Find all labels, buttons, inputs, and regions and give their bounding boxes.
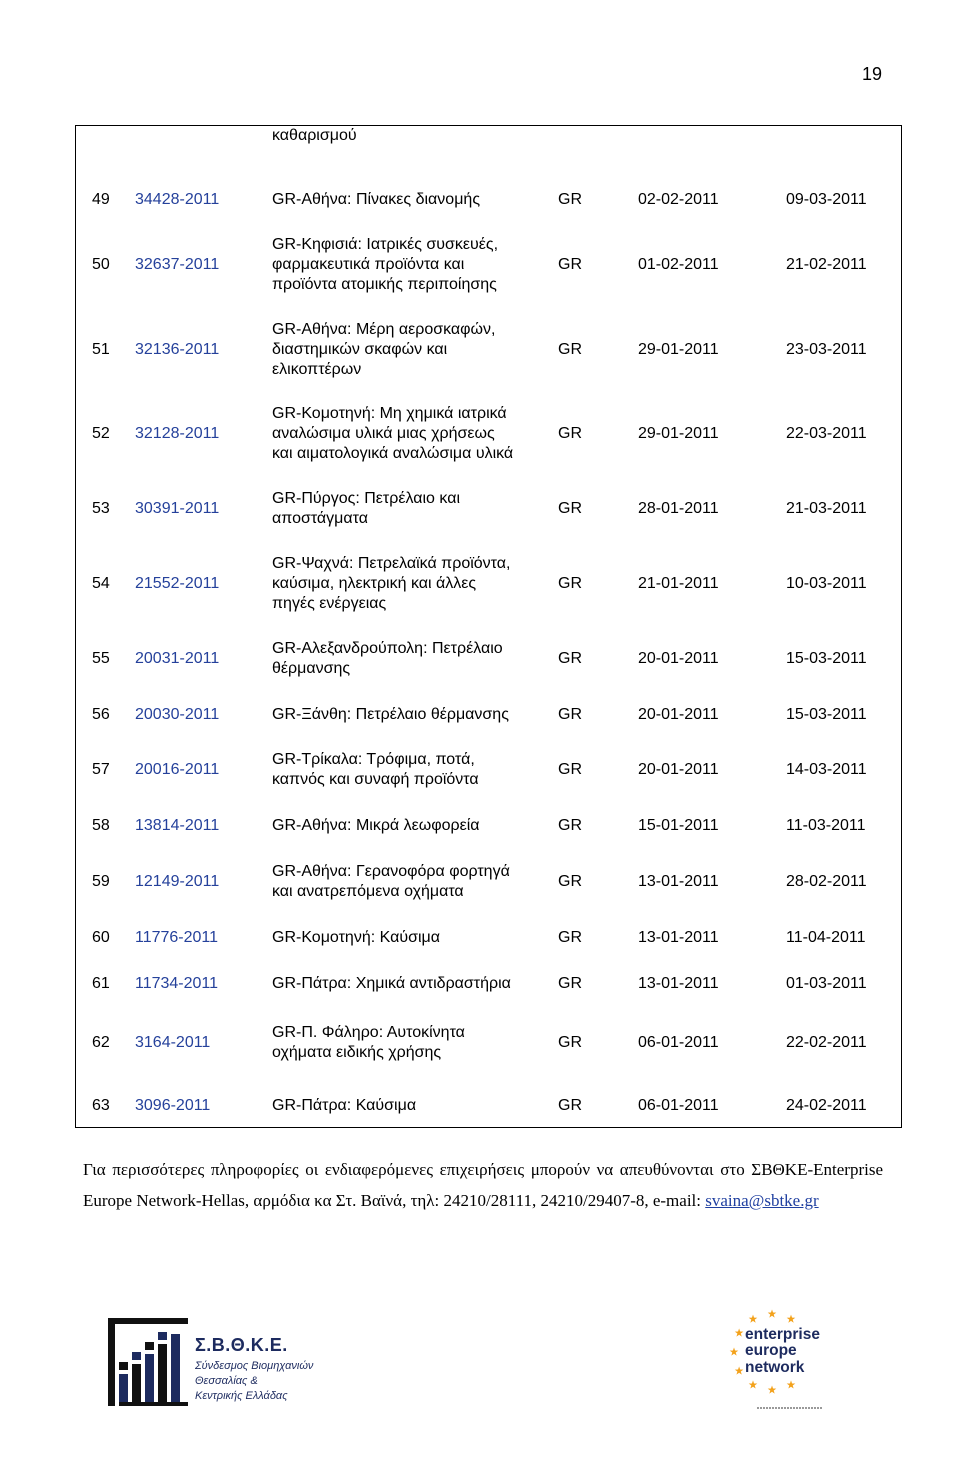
description-line: καθαρισμού xyxy=(272,127,357,144)
reference-number[interactable]: 21552-2011 xyxy=(135,575,220,592)
contact-info xyxy=(83,1154,883,1216)
description xyxy=(272,404,558,464)
publication-date: 13-01-2011 xyxy=(638,975,719,992)
description-line: GR-Πάτρα: Χημικά αντιδραστήρια xyxy=(272,975,511,992)
deadline-date: 01-03-2011 xyxy=(786,975,867,992)
row-number: 52 xyxy=(92,425,110,442)
deadline-date: 24-02-2011 xyxy=(786,1097,867,1114)
description xyxy=(272,750,558,790)
description xyxy=(272,639,558,679)
publication-date: 20-01-2011 xyxy=(638,650,719,667)
description xyxy=(272,816,558,836)
deadline-date: 11-04-2011 xyxy=(786,929,866,946)
deadline-date: 09-03-2011 xyxy=(786,191,867,208)
country-code: GR xyxy=(558,425,582,442)
publication-date: 15-01-2011 xyxy=(638,817,719,834)
country-code: GR xyxy=(558,1097,582,1114)
table-row xyxy=(76,320,901,380)
row-number: 55 xyxy=(92,650,110,667)
reference-number[interactable]: 32136-2011 xyxy=(135,341,220,358)
publication-date: 20-01-2011 xyxy=(638,706,719,723)
table-row xyxy=(76,235,901,295)
description-line: GR-Ξάνθη: Πετρέλαιο θέρμανσης xyxy=(272,706,509,723)
deadline-date: 22-03-2011 xyxy=(786,425,867,442)
sbtke-subtitle-line: Θεσσαλίας & xyxy=(195,1375,258,1387)
description-line: GR-Αλεξανδρούπολη: Πετρέλαιο xyxy=(272,640,503,657)
sbtke-subtitle xyxy=(195,1359,313,1404)
description-line: αποστάγματα xyxy=(272,510,368,527)
reference-number[interactable]: 20030-2011 xyxy=(135,706,220,723)
publication-date: 29-01-2011 xyxy=(638,425,719,442)
table-row xyxy=(76,1096,901,1116)
publication-date: 29-01-2011 xyxy=(638,341,719,358)
description-line: GR-Αθήνα: Μέρη αεροσκαφών, xyxy=(272,321,496,338)
table-row xyxy=(76,750,901,790)
description-line: GR-Αθήνα: Πίνακες διανομής xyxy=(272,191,481,208)
publication-date: 06-01-2011 xyxy=(638,1097,719,1114)
email-link[interactable]: svaina@sbtke.gr xyxy=(705,1191,819,1210)
reference-number[interactable]: 3096-2011 xyxy=(135,1097,211,1114)
page-number: 19 xyxy=(861,64,882,84)
description xyxy=(272,1023,558,1063)
sbtke-emblem-icon xyxy=(108,1318,188,1406)
description-line: ελικοπτέρων xyxy=(272,361,362,378)
row-number: 56 xyxy=(92,706,110,723)
contact-details: Europe Network-Hellas, αρμόδια κα Στ. Βαϊνά, τηλ: 24210/28111, 24210/29407-8, e-mail: xyxy=(83,1191,706,1210)
deadline-date: 11-03-2011 xyxy=(786,817,866,834)
reference-number[interactable]: 3164-2011 xyxy=(135,1034,211,1051)
table-row xyxy=(76,639,901,679)
description-line: φαρμακευτικά προϊόντα και xyxy=(272,256,465,273)
table-row xyxy=(76,862,901,902)
reference-number[interactable]: 32128-2011 xyxy=(135,425,220,442)
row-number: 51 xyxy=(92,341,110,358)
publication-date: 21-01-2011 xyxy=(638,575,719,592)
deadline-date: 22-02-2011 xyxy=(786,1034,867,1051)
table-row xyxy=(76,554,901,614)
reference-number[interactable]: 13814-2011 xyxy=(135,817,220,834)
description xyxy=(272,489,558,529)
row-number: 60 xyxy=(92,929,110,946)
country-code: GR xyxy=(558,256,582,273)
publication-date: 28-01-2011 xyxy=(638,500,719,517)
row-number: 57 xyxy=(92,761,110,778)
reference-number[interactable]: 30391-2011 xyxy=(135,500,220,517)
description-line: θέρμανσης xyxy=(272,660,351,677)
deadline-date: 23-03-2011 xyxy=(786,341,867,358)
description xyxy=(272,190,558,210)
description-line: GR-Πύργος: Πετρέλαιο και xyxy=(272,490,460,507)
deadline-date: 14-03-2011 xyxy=(786,761,867,778)
country-code: GR xyxy=(558,1034,582,1051)
reference-number[interactable]: 11734-2011 xyxy=(135,975,219,992)
row-number: 59 xyxy=(92,873,110,890)
enterprise-europe-network-logo xyxy=(722,1306,834,1412)
description-line: καύσιμα, ηλεκτρική και άλλες xyxy=(272,575,477,592)
description-line: GR-Αθήνα: Μικρά λεωφορεία xyxy=(272,817,480,834)
table-row xyxy=(76,489,901,529)
description-line: και ανατρεπόμενα οχήματα xyxy=(272,883,464,900)
description-line: GR-Π. Φάληρο: Αυτοκίνητα xyxy=(272,1024,465,1041)
description-line: GR-Κομοτηνή: Μη χημικά ιατρικά xyxy=(272,405,507,422)
description-line: GR-Τρίκαλα: Τρόφιμα, ποτά, xyxy=(272,751,475,768)
publication-date: 01-02-2011 xyxy=(638,256,719,273)
sbtke-subtitle-line: Κεντρικής Ελλάδας xyxy=(195,1390,288,1402)
table-row xyxy=(76,1023,901,1063)
sbtke-logo xyxy=(108,1318,323,1410)
publication-date: 02-02-2011 xyxy=(638,191,719,208)
country-code: GR xyxy=(558,341,582,358)
table-row xyxy=(76,974,901,994)
reference-number[interactable]: 34428-2011 xyxy=(135,191,220,208)
description-line: GR-Κομοτηνή: Καύσιμα xyxy=(272,929,440,946)
reference-number[interactable]: 20031-2011 xyxy=(135,650,220,667)
description xyxy=(272,862,558,902)
description-line: GR-Πάτρα: Καύσιμα xyxy=(272,1097,417,1114)
description-line: πηγές ενέργειας xyxy=(272,595,387,612)
table-row xyxy=(76,705,901,725)
country-code: GR xyxy=(558,817,582,834)
country-code: GR xyxy=(558,975,582,992)
deadline-date: 15-03-2011 xyxy=(786,650,867,667)
tenders-table xyxy=(75,125,902,1128)
country-code: GR xyxy=(558,761,582,778)
table-row xyxy=(76,190,901,210)
country-code: GR xyxy=(558,873,582,890)
deadline-date: 21-03-2011 xyxy=(786,500,867,517)
deadline-date: 15-03-2011 xyxy=(786,706,867,723)
table-row xyxy=(76,928,901,948)
description-line: αναλώσιμα υλικά μιας χρήσεως xyxy=(272,425,495,442)
sbtke-subtitle-line: Σύνδεσμος Βιομηχανιών xyxy=(195,1360,314,1372)
table-row xyxy=(76,404,901,464)
row-number: 53 xyxy=(92,500,110,517)
een-word-europe: europe xyxy=(745,1342,797,1359)
country-code: GR xyxy=(558,706,582,723)
deadline-date: 21-02-2011 xyxy=(786,256,867,273)
row-number: 63 xyxy=(92,1097,110,1114)
description-line: GR-Κηφισιά: Ιατρικές συσκευές, xyxy=(272,236,499,253)
publication-date: 13-01-2011 xyxy=(638,873,719,890)
description xyxy=(272,320,558,380)
country-code: GR xyxy=(558,191,582,208)
row-number: 54 xyxy=(92,575,110,592)
description-line: καπνός και συναφή προϊόντα xyxy=(272,771,479,788)
sbtke-title: Σ.Β.Θ.Κ.Ε. xyxy=(195,1335,288,1355)
description-line: και αιματολογικά αναλώσιμα υλικά xyxy=(272,445,514,462)
row-number: 58 xyxy=(92,817,110,834)
table-row xyxy=(76,816,901,836)
row-number: 49 xyxy=(92,191,110,208)
country-code: GR xyxy=(558,650,582,667)
description-line: GR-Ψαχνά: Πετρελαϊκά προϊόντα, xyxy=(272,555,511,572)
description xyxy=(272,974,558,994)
description-line: οχήματα ειδικής χρήσης xyxy=(272,1044,442,1061)
description-line: προϊόντα ατομικής περιποίησης xyxy=(272,276,497,293)
description xyxy=(272,705,558,725)
een-word-enterprise: enterprise xyxy=(745,1326,820,1343)
reference-number[interactable]: 12149-2011 xyxy=(135,873,220,890)
country-code: GR xyxy=(558,929,582,946)
row-number: 61 xyxy=(92,975,110,992)
country-code: GR xyxy=(558,500,582,517)
description xyxy=(272,235,558,295)
contact-line-1: Για περισσότερες πληροφορίες οι ενδιαφερόμενες επιχειρήσεις μπορούν να απευθύνονται στο ΣΒΘΚΕ-Enterprise xyxy=(83,1160,883,1179)
country-code: GR xyxy=(558,575,582,592)
reference-number[interactable]: 32637-2011 xyxy=(135,256,220,273)
deadline-date: 28-02-2011 xyxy=(786,873,867,890)
description xyxy=(272,1096,558,1116)
reference-number[interactable]: 20016-2011 xyxy=(135,761,220,778)
contact-line-2 xyxy=(83,1185,883,1216)
row-number: 62 xyxy=(92,1034,110,1051)
publication-date: 06-01-2011 xyxy=(638,1034,719,1051)
description xyxy=(272,126,558,146)
reference-number[interactable]: 11776-2011 xyxy=(135,929,219,946)
description-line: διαστημικών σκαφών και xyxy=(272,341,448,358)
description xyxy=(272,928,558,948)
table-row-continued xyxy=(76,126,901,146)
description-line: GR-Αθήνα: Γερανοφόρα φορτηγά xyxy=(272,863,510,880)
description xyxy=(272,554,558,614)
een-word-network: network xyxy=(745,1359,805,1376)
publication-date: 20-01-2011 xyxy=(638,761,719,778)
deadline-date: 10-03-2011 xyxy=(786,575,867,592)
publication-date: 13-01-2011 xyxy=(638,929,719,946)
row-number: 50 xyxy=(92,256,110,273)
